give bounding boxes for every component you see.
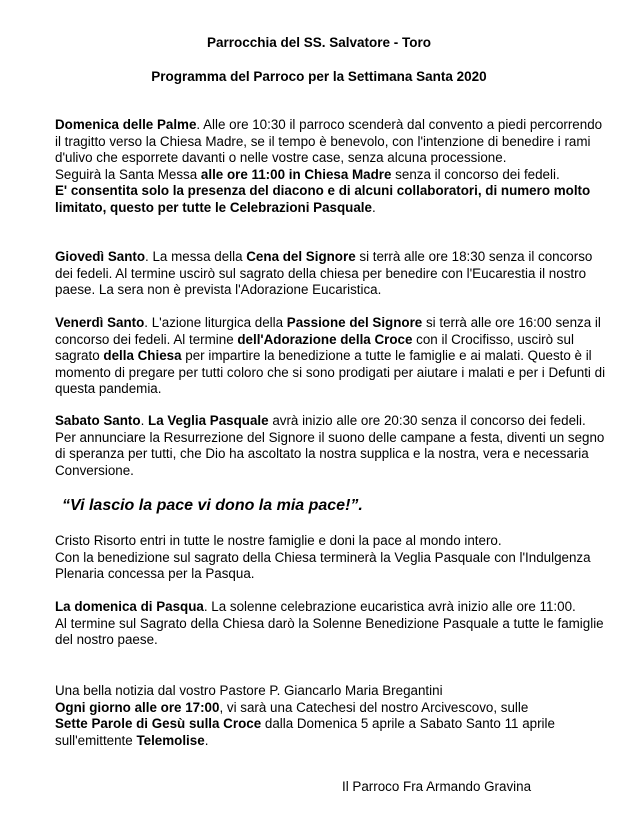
quote: “Vi lascio la pace vi dono la mia pace!”. [62,497,363,514]
section-venerdi: Venerdì Santo. L'azione liturgica della Passione del Signore si terrà alle ore 16:00 senza il concorso dei fedeli. Al termine dell'Adorazione della Croce con il Crocifisso, uscirò sul sagrato della Chiesa per impartire la benedizione a tutte le famiglie e ai malati. Questo è il momento di pregare per tutti coloro che si sono prodigati per aiutare i malati e per i Defunti di questa pandemia. [55,315,606,396]
section-cristo: Cristo Risorto entri in tutte le nostre famiglie e doni la pace al mondo intero. Con la benedizione sul sagrato della Chiesa terminerà la Veglia Pasquale con l'Indulgenza Plenaria concessa per la Pasqua. [55,533,591,581]
giovedi-heading: Giovedì Santo [55,249,146,264]
palme-heading: Domenica delle Palme [55,117,197,132]
section-notizia: Una bella notizia dal vostro Pastore P. Giancarlo Maria Bregantini Ogni giorno alle ore 17:00, vi sarà una Catechesi del nostro Arcivescovo, sulle Sette Parole di Gesù sulla Croce dalla Domenica 5 aprile a Sabato Santo 11 aprile sull'emittente Telemolise. [55,683,555,748]
section-pasqua: La domenica di Pasqua. La solenne celebrazione eucaristica avrà inizio alle ore 11:00. Al termine sul Sagrato della Chiesa darò la Solenne Benedizione Pasquale a tutte le famiglie del nostro paese. [55,599,604,647]
section-sabato: Sabato Santo. La Veglia Pasquale avrà inizio alle ore 20:30 senza il concorso dei fedeli. Per annunciare la Resurrezione del Signore il suono delle campane a festa, diventi un segno di speranza per tutti, che Dio ha ascoltato la nostra supplica e la nostra, vera e necessaria Conversione. [55,413,605,478]
venerdi-heading: Venerdì Santo [55,315,145,330]
program-title: Programma del Parroco per la Settimana Santa 2020 [151,69,487,84]
pasqua-heading: La domenica di Pasqua [55,599,204,614]
section-giovedi: Giovedì Santo. La messa della Cena del Signore si terrà alle ore 18:30 senza il concorso dei fedeli. Al termine uscirò sul sagrato della chiesa per benedire con l'Eucarestia il nostro paese. La sera non è prevista l'Adorazione Eucaristica. [55,249,593,297]
signature: Il Parroco Fra Armando Gravina [342,779,532,794]
section-palme: Domenica delle Palme. Alle ore 10:30 il parroco scenderà dal convento a piedi percorrendo il tragitto verso la Chiesa Madre, se il tempo è benevolo, con l'intenzione di benedire i rami d'ulivo che esporrete davanti o nelle vostre case, senza alcuna processione. Seguirà la Santa Messa alle ore 11:00 in Chiesa Madre senza il concorso dei fedeli. E' consentita solo la presenza del diacono e di alcuni collaboratori, di numero molto limitato, questo per tutte le Celebrazioni Pasquale. [55,117,603,215]
sabato-heading: Sabato Santo [55,413,141,428]
parish-title: Parrocchia del SS. Salvatore - Toro [206,35,432,50]
